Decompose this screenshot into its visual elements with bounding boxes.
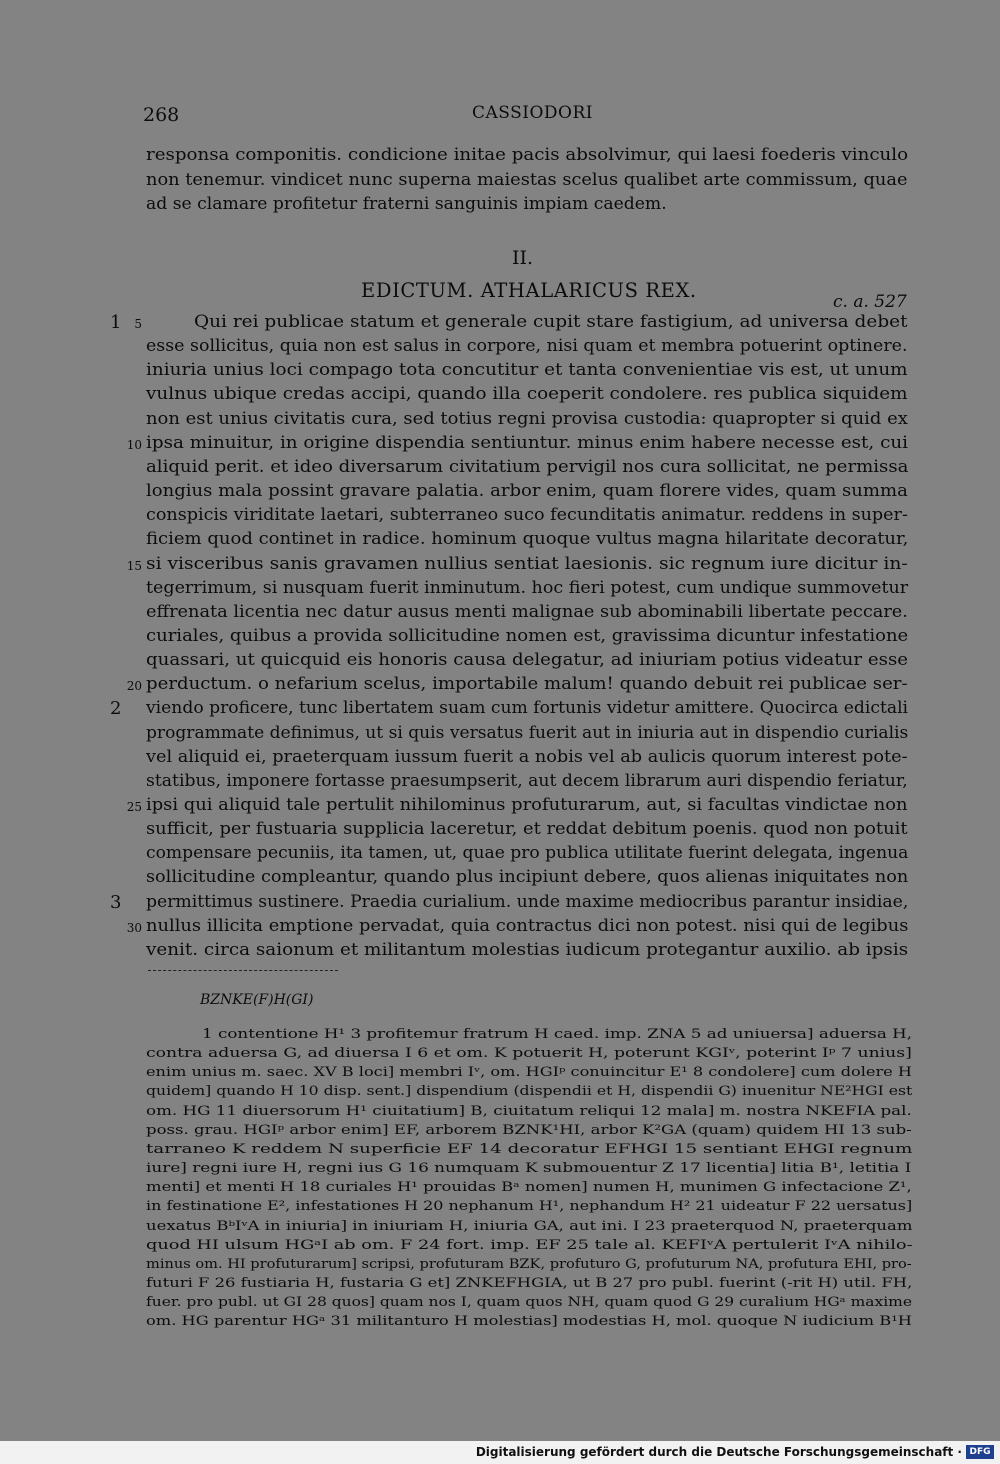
apparatus-line: futuri F 26 fustiaria H, fustaria G et] ZNKEFHGIA, ut B 27 pro publ. fuerint (-rit H) util. FH, (146, 1274, 913, 1290)
apparatus-line: menti] et menti H 18 curiales H¹ prouidas Bᵃ nomen] numen H, munimen G infectacione Z¹, (146, 1179, 912, 1195)
body-line: sufficit, per fustuaria supplicia laceretur, et reddat debitum poenis. quod non potuit (146, 819, 908, 840)
body-line: nullus illicita emptione pervadat, quia contractus dici non potest. nisi qui de legibus (146, 915, 909, 936)
body-line: esse sollicitus, quia non est salus in corpore, nisi quam et membra potuerint optinere. (146, 336, 908, 357)
apparatus-line: iure] regni iure H, regni ius G 16 numquam K submouentur Z 17 licentia] litia B¹, letitia I (146, 1160, 912, 1176)
apparatus-line: poss. grau. HGIᵖ arbor enim] EF, arborem BZNK¹HI, arbor K²GA (quam) quidem HI 13 sub- (146, 1121, 912, 1137)
line-number: 25 (126, 800, 142, 814)
body-line: compensare pecuniis, ita tamen, ut, quae pro publica utilitate fuerint delegata, ingenua (146, 843, 909, 864)
running-title: CASSIODORI (472, 103, 594, 123)
intro-line: non tenemur. vindicet nunc superna maiestas scelus qualibet arte commissum, quae (146, 169, 908, 190)
body-line: permittimus sustinere. Praedia curialium. unde maxime mediocribus parantur insidiae, (146, 891, 909, 912)
body-line: longius mala possint gravare palatia. arbor enim, quam florere vides, quam summa (146, 481, 908, 502)
line-number: 5 (134, 317, 142, 331)
line-number: 10 (126, 437, 142, 452)
page-number: 268 (143, 104, 180, 126)
body-line: curiales, quibus a provida sollicitudine nomen est, gravissima dicuntur infestatione (146, 625, 909, 646)
paragraph-number: 1 (110, 312, 122, 333)
body-line: Qui rei publicae statum et generale cupit stare fastigium, ad universa debet (194, 312, 908, 332)
body-line: ficiem quod continet in radice. hominum quoque vultus magna hilaritate decoratur, (146, 529, 909, 550)
body-line: iniuria unius loci compago tota concutitur et tanta convenientiae vis est, ut unum (146, 360, 908, 381)
apparatus-sigla: BZNKE(F)H(GI) (200, 992, 314, 1008)
section-number: II. (512, 247, 534, 269)
body-line: conspicis viriditate laetari, subterraneo suco fecunditatis animatur. reddens in super- (146, 505, 908, 526)
body-line: statibus, imponere fortasse praesumpserit, aut decem librarum auri dispendio feriatur, (146, 770, 908, 791)
apparatus-line: quod HI ulsum HGᵃI ab om. F 24 fort. imp. EF 25 tale al. KEFIᵛA pertulerit IᵛA nihilo- (146, 1236, 913, 1252)
section-title: EDICTUM. ATHALARICUS REX. (361, 279, 697, 302)
body-line: programmate definimus, ut si quis versatus fuerit aut in iniuria aut in dispendio curialis (146, 722, 909, 743)
footer-credit: Digitalisierung gefördert durch die Deutsche Forschungsgemeinschaft · (475, 1445, 962, 1459)
line-number: 30 (126, 920, 142, 935)
body-line: vel aliquid ei, praeterquam iussum fuerit a nobis vel ab aulicis quorum interest pote- (146, 746, 908, 767)
body-line: aliquid perit. et ideo diversarum civitatium pervigil nos cura sollicitat, ne permissa (146, 456, 909, 477)
body-line: tegerrimum, si nusquam fuerit inminutum. hoc fieri potest, cum undique summovetur (146, 577, 909, 598)
apparatus-line: in festinatione E², infestationes H 20 nephanum H¹, nephandum H² 21 uideatur F 22 uersatus] (146, 1198, 913, 1214)
apparatus-line: uexatus BᵇIᵛA in iniuria] in iniuriam H, iniuria GA, aut ini. I 23 praeterquod N, praeterquam (146, 1217, 913, 1233)
apparatus-line: 1 contentione H¹ 3 profitemur fratrum H caed. imp. ZNA 5 ad uniuersa] aduersa H, (202, 1026, 913, 1041)
paragraph-number: 3 (110, 891, 122, 913)
apparatus-line: fuer. pro publ. ut GI 28 quos] quam nos I, quam quos NH, quam quod G 29 curalium HGᵃ maxime (146, 1294, 913, 1310)
dfg-logo: DFG (966, 1445, 994, 1459)
apparatus-line: enim unius m. saec. XV B loci] membri Iᵛ, om. HGIᵖ conuincitur E¹ 8 condolere] cum dolere H (146, 1064, 912, 1080)
paragraph-number: 2 (110, 698, 122, 720)
body-line: sollicitudine compleantur, quando plus incipiunt debere, quos alienas iniquitates non (146, 867, 909, 888)
apparatus-line: minus om. HI profuturarum] scripsi, profuturam BZK, profuturo G, profuturum NA, profutura EHI, pro- (146, 1255, 912, 1271)
apparatus-line: quidem] quando H 10 disp. sent.] dispendium (dispendii et H, dispendii G) inuenitur NE²HGI est (146, 1083, 913, 1099)
apparatus-line: om. HG 11 diuersorum H¹ ciuitatium] B, ciuitatum reliqui 12 mala] m. nostra NKEFIA pal. (146, 1102, 912, 1118)
intro-line: ad se clamare profitetur fraterni sanguinis impiam caedem. (146, 194, 667, 214)
body-line: venit. circa saionum et militantum molestias iudicum protegantur auxilio. ab ipsis (146, 939, 909, 960)
digitization-footer (0, 1441, 1000, 1464)
body-line: quassari, ut quicquid eis honoris causa delegatur, ad iniuriam potius videatur esse (146, 650, 909, 671)
body-line: non est unius civitatis cura, sed totius regni provisa custodia: quapropter si quid ex (146, 408, 908, 429)
intro-line: responsa componitis. condicione initae pacis absolvimur, qui laesi foederis vinculo (146, 145, 909, 165)
body-line: ipsa minuitur, in origine dispendia sentiuntur. minus enim habere necesse est, cui (146, 432, 908, 453)
body-line: ipsi qui aliquid tale pertulit nihilominus profuturarum, aut, si facultas vindictae non (146, 795, 908, 815)
body-line: effrenata licentia nec datur ausus menti malignae sub abominabili libertate peccare. (146, 601, 908, 622)
section-date: c. a. 527 (833, 292, 907, 312)
body-line: si visceribus sanis gravamen nullius sentiat laesionis. sic regnum iure dicitur in- (146, 553, 908, 574)
apparatus-line: tarraneo K reddem N superficie EF 14 decoratur EFHGI 15 sentiant EHGI regnum (146, 1140, 913, 1156)
line-number: 20 (126, 679, 142, 694)
apparatus-line: contra aduersa G, ad diuersa I 6 et om. K potuerit H, poterunt KGIᵛ, poterint Iᵖ 7 unius] (146, 1045, 912, 1061)
line-number: 15 (126, 558, 142, 573)
body-line: vulnus ubique credas accipi, quando illa coeperit condolere. res publica siquidem (146, 384, 908, 405)
body-line: viendo proficere, tunc libertatem suam cum fortunis videtur amittere. Quocirca edictali (146, 698, 909, 719)
footnote-separator (148, 970, 338, 971)
body-line: perductum. o nefarium scelus, importabile malum! quando debuit rei publicae ser- (146, 674, 908, 695)
apparatus-line: om. HG parentur HGᵃ 31 militanturo H molestias] modestias H, mol. quoque N iudicium B¹H (146, 1313, 912, 1329)
